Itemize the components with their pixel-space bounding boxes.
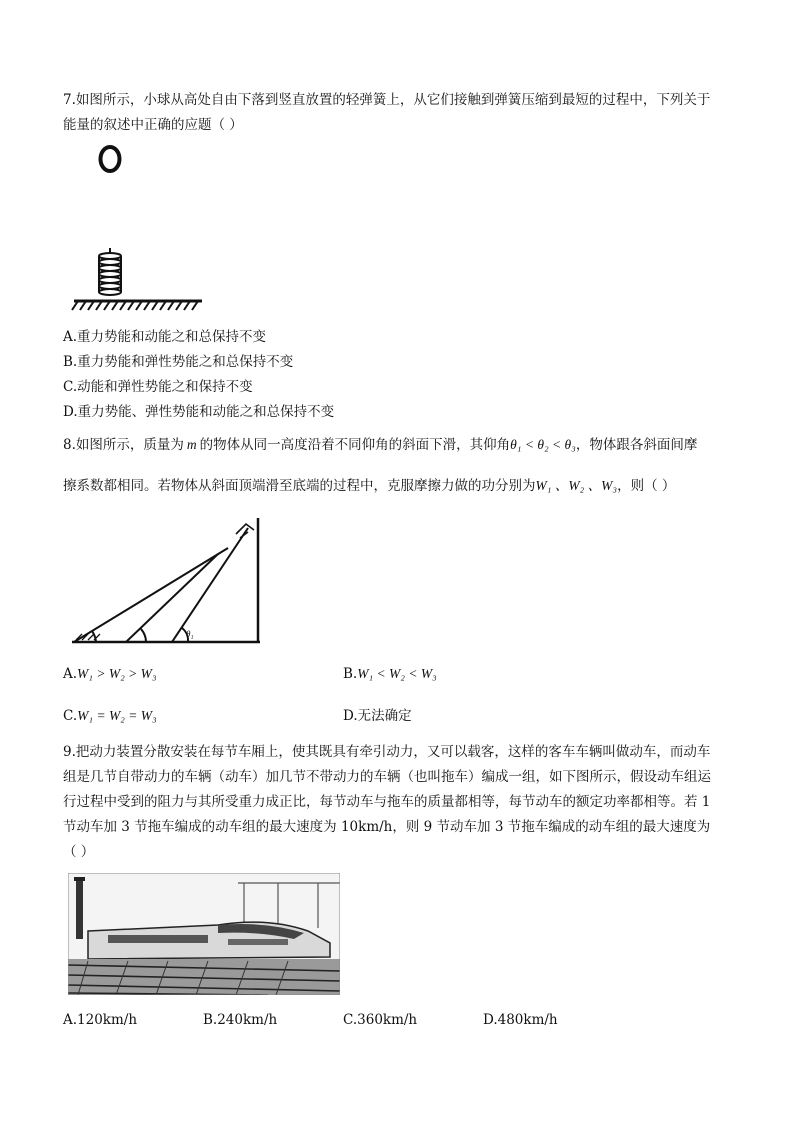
q8-theta-relation: θ₁ < θ₂ < θ₃ [510, 437, 576, 452]
spring-icon [99, 248, 121, 295]
q8-figure-inclines [68, 510, 278, 650]
q9-stem-line2: 组是几节自带动力的车辆（动车）加几节不带动力的车辆（也叫拖车）编成一组，如下图所示，假设动车组运 [63, 769, 711, 785]
q8-stem-text-a: 8.如图所示，质量为 [63, 437, 184, 453]
q8-option-a [63, 665, 157, 683]
q7-option-c: C.动能和弹性势能之和保持不变 [63, 379, 253, 395]
q9-stem-line1: 9.把动力装置分散安装在每节车厢上，使其既具有牵引动力，又可以载客，这样的客车车辆叫做动车，而动车 [63, 744, 711, 760]
q9-figure-train-photo [68, 873, 340, 995]
q9-stem-line5: （ ） [63, 844, 95, 860]
q7-stem-line1: 7.如图所示，小球从高处自由下落到竖直放置的轻弹簧上，从它们接触到弹簧压缩到最短的过程中，下列关于 [63, 92, 711, 108]
incline-2 [126, 554, 218, 642]
q9-option-d: D.480km/h [483, 1012, 558, 1028]
q8-option-a-prefix: A. [63, 666, 78, 682]
q9-option-b: B.240km/h [203, 1012, 278, 1028]
q7-option-a: A.重力势能和动能之和总保持不变 [63, 329, 267, 345]
q9-option-a: A.120km/h [63, 1012, 138, 1028]
q9-option-c: C.360km/h [343, 1012, 418, 1028]
q8-option-d: D.无法确定 [343, 708, 412, 724]
q7-stem-line2: 能量的叙述中正确的应题（ ） [63, 117, 243, 133]
q8-option-c-prefix: C. [63, 708, 78, 724]
q8-option-b-math: W₁ < W₂ < W₃ [357, 666, 437, 681]
q7-option-b: B.重力势能和弹性势能之和总保持不变 [63, 354, 294, 370]
q9-stem-line4: 节动车加 3 节拖车编成的动车组的最大速度为 10km/h，则 9 节动车加 3 节拖车编成的动车组的最大速度为 [63, 819, 711, 835]
incline-3 [172, 528, 248, 642]
q8-option-c [63, 707, 157, 725]
q8-work-list: W₁ 、W₂ 、W₃ [535, 478, 618, 493]
q8-stem-text-d: 擦系数都相同。若物体从斜面顶端滑至底端的过程中，克服摩擦力做的功分别为 [63, 478, 536, 494]
q7-option-d: D.重力势能、弹性势能和动能之和总保持不变 [63, 404, 335, 420]
q8-option-c-math: W₁ = W₂ = W₃ [77, 708, 157, 723]
q8-mass-symbol: m [186, 437, 197, 452]
q8-stem-text-c: ，物体跟各斜面间摩 [575, 437, 698, 453]
ball-icon [101, 147, 120, 171]
q8-stem-line1 [63, 436, 697, 454]
q8-option-a-math: W₁ > W₂ > W₃ [77, 666, 157, 681]
q8-option-b-prefix: B. [343, 666, 358, 682]
q8-stem-text-e: ，则（ ） [617, 478, 676, 494]
ground-hatch-icon [72, 301, 202, 310]
q7-figure-ball-spring [66, 138, 206, 318]
q9-stem-line3: 行过程中受到的阻力与其所受重力成正比，每节动车与拖车的质量都相等，每节动车的额定功率都相等。若 1 [63, 794, 711, 810]
q8-stem-line2 [63, 477, 675, 495]
q8-option-b [343, 665, 437, 683]
q8-figure-theta-label: θ₁ [186, 629, 194, 639]
q8-stem-text-b: 的物体从同一高度沿着不同仰角的斜面下滑，其仰角 [199, 437, 511, 453]
incline-1 [74, 548, 228, 642]
